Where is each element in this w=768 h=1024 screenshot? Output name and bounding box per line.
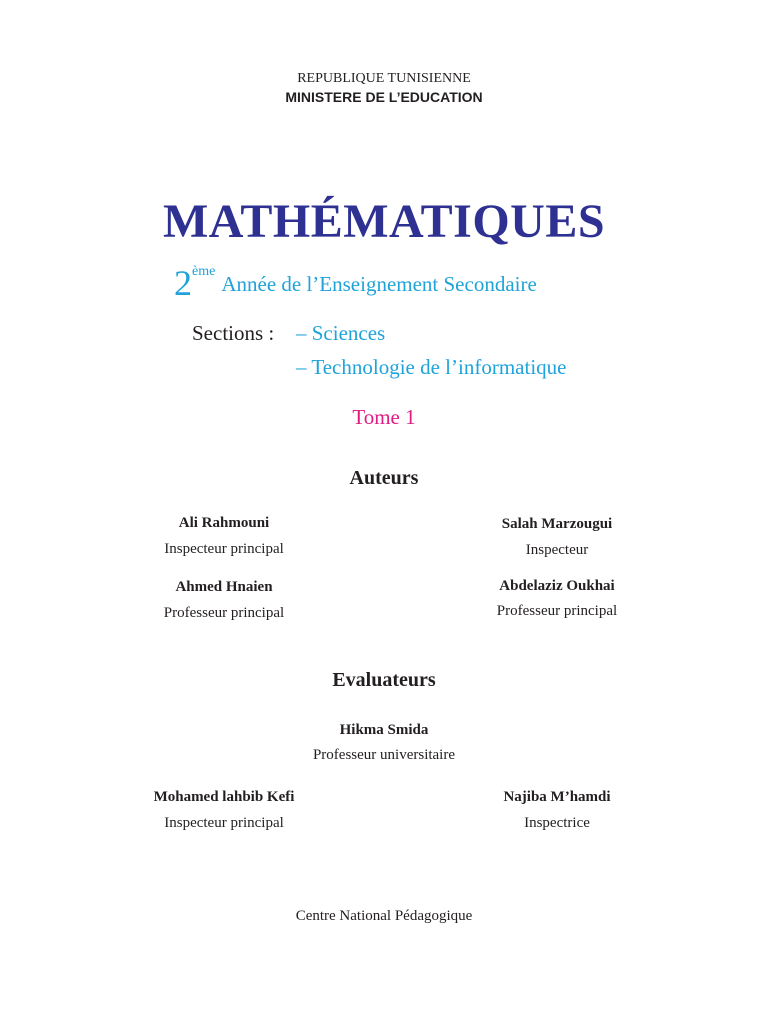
- year-text: Année de l’Enseignement Secondaire: [221, 272, 537, 296]
- author-name: Salah Marzougui: [501, 516, 613, 532]
- sections-label: Sections :: [192, 321, 275, 345]
- school-year-line: [174, 262, 537, 304]
- evaluator-role: Inspectrice: [524, 815, 590, 831]
- publisher-footer: Centre National Pédagogique: [295, 908, 473, 924]
- author-name: Ahmed Hnaien: [175, 579, 273, 595]
- evaluator-name: Hikma Smida: [339, 722, 429, 738]
- evaluator-role: Professeur universitaire: [312, 747, 456, 763]
- year-number: 2: [174, 263, 192, 303]
- author-role: Professeur principal: [163, 605, 285, 621]
- author-role: Inspecteur principal: [164, 541, 284, 557]
- ministry-header: MINISTERE DE L’EDUCATION: [285, 89, 483, 105]
- evaluator-role: Inspecteur principal: [164, 815, 284, 831]
- evaluators-heading: Evaluateurs: [332, 669, 436, 691]
- author-role: Inspecteur: [525, 542, 589, 558]
- author-role: Professeur principal: [496, 603, 618, 619]
- republic-header: REPUBLIQUE TUNISIENNE: [297, 71, 471, 86]
- year-suffix: ème: [192, 264, 216, 279]
- author-name: Abdelaziz Oukhai: [499, 578, 615, 594]
- evaluator-name: Najiba M’hamdi: [503, 789, 611, 805]
- evaluator-name: Mohamed lahbib Kefi: [153, 789, 295, 805]
- section-sciences: – Sciences: [296, 321, 386, 345]
- author-name: Ali Rahmouni: [178, 515, 270, 531]
- authors-heading: Auteurs: [349, 467, 419, 489]
- section-informatique: – Technologie de l’informatique: [296, 355, 567, 379]
- book-title: MATHÉMATIQUES: [162, 195, 606, 248]
- tome-label: Tome 1: [352, 405, 416, 429]
